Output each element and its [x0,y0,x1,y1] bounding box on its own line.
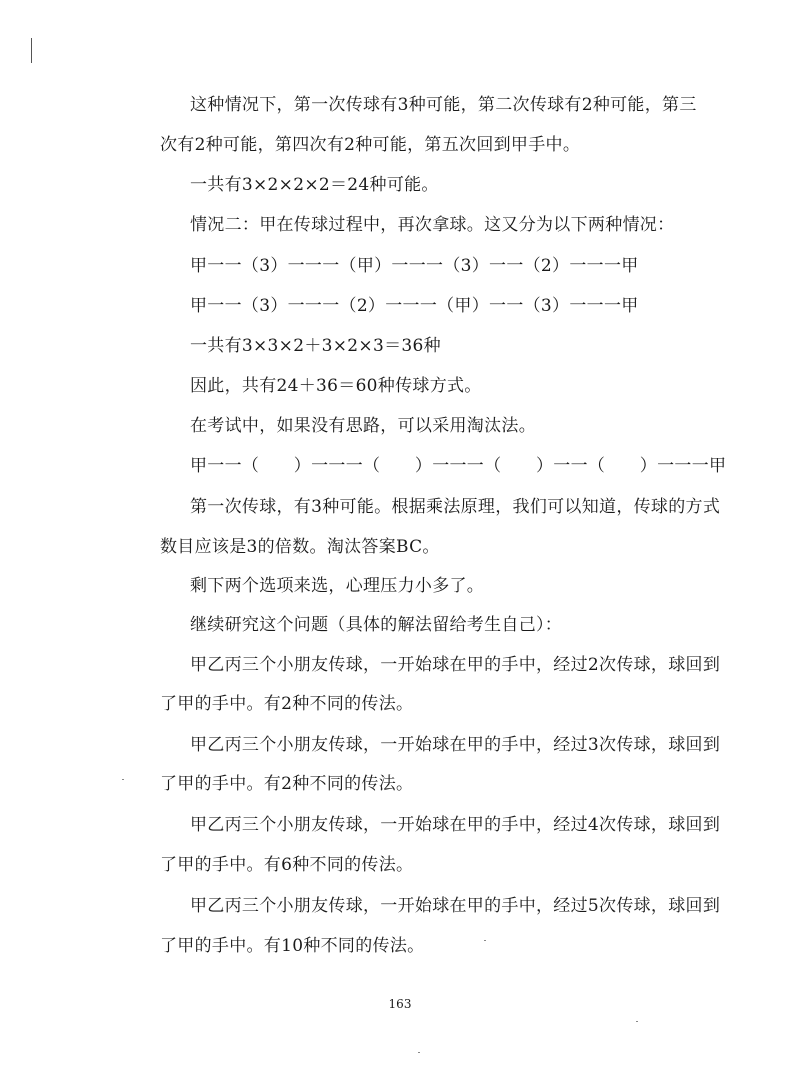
text-line: 第一次传球，有3种可能。根据乘法原理，我们可以知道，传球的方式 [190,497,721,517]
scan-speck [636,1021,638,1022]
text-line: 甲乙丙三个小朋友传球，一开始球在甲的手中，经过3次传球，球回到 [190,735,721,755]
text-line: 了甲的手中。有6种不同的传法。 [160,855,414,875]
scan-speck [122,779,124,780]
text-line: 一共有3×3×2＋3×2×3＝36种 [190,336,441,356]
margin-mark [31,38,32,63]
text-line: 数目应该是3的倍数。淘汰答案BC。 [160,537,440,557]
text-line: 了甲的手中。有2种不同的传法。 [160,774,414,794]
text-line: 了甲的手中。有2种不同的传法。 [160,694,414,714]
scan-speck [484,940,486,941]
text-line: 剩下两个选项来选，心理压力小多了。 [190,576,485,596]
text-line: 甲一一（3）一一一（2）一一一（甲）一一（3）一一一甲 [190,296,639,316]
text-line: 继续研究这个问题（具体的解法留给考生自己）： [190,615,563,635]
text-line: 了甲的手中。有10种不同的传法。 [160,936,425,956]
text-line: 甲乙丙三个小朋友传球，一开始球在甲的手中，经过2次传球，球回到 [190,655,721,675]
text-line: 甲乙丙三个小朋友传球，一开始球在甲的手中，经过4次传球，球回到 [190,815,721,835]
text-line: 甲一一（3）一一一（甲）一一一（3）一一（2）一一一甲 [190,256,639,276]
text-line: 这种情况下，第一次传球有3种可能，第二次传球有2种可能，第三 [190,95,697,115]
text-line: 甲乙丙三个小朋友传球，一开始球在甲的手中，经过5次传球，球回到 [190,896,721,916]
text-line: 情况二：甲在传球过程中，再次拿球。这又分为以下两种情况： [190,215,675,235]
scan-speck [418,1052,420,1053]
text-line: 甲一一（ ）一一一（ ）一一一（ ）一一（ ）一一一甲 [190,456,727,476]
text-line: 一共有3×2×2×2＝24种可能。 [190,175,439,195]
text-line: 因此，共有24＋36＝60种传球方式。 [190,376,482,396]
text-line: 次有2种可能，第四次有2种可能，第五次回到甲手中。 [160,135,581,155]
text-line: 在考试中，如果没有思路，可以采用淘汰法。 [190,416,536,436]
page-number: 163 [388,997,412,1011]
